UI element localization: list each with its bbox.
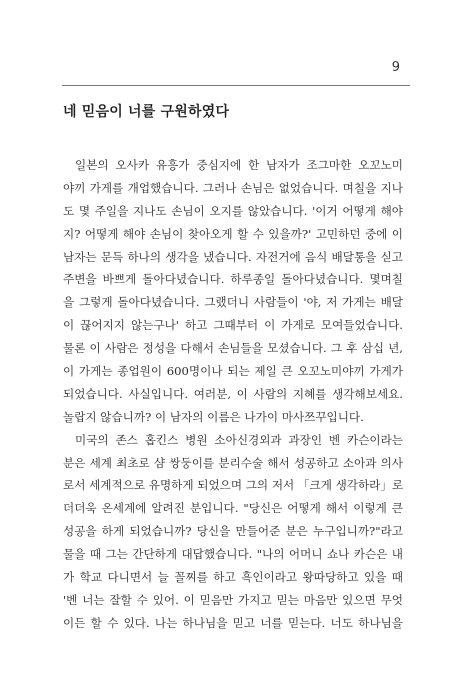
text-line: 가 학교 다니면서 늘 꼴찌를 하고 흑인이라고 왕따당하고 있을 때	[63, 570, 403, 585]
header-rule	[62, 85, 410, 86]
text-line: 이 가게는 종업원이 600명이나 되는 제일 큰 오꼬노미야끼 가게가	[63, 364, 403, 379]
text-line: 미국의 존스 홉킨스 병원 소아신경외과 과장인 벤 카슨이라는	[75, 432, 403, 447]
text-line: 분은 세계 최초로 샴 쌍둥이를 분리수술 해서 성공하고 소아과 의사	[63, 455, 403, 470]
chapter-title: 네 믿음이 너를 구원하였다	[63, 104, 230, 120]
text-line: 주변을 바쁘게 돌아다녔습니다. 하루종일 돌아다녔습니다. 몇며칠	[63, 272, 403, 287]
text-line: 이든 할 수 있다. 나는 하나님을 믿고 너를 믿는다. 너도 하나님을	[63, 615, 403, 630]
body-text	[63, 154, 403, 635]
text-line: 되었습니다. 사실입니다. 여러분, 이 사람의 지혜를 생각해보세요.	[63, 386, 403, 401]
text-line: 지? 어떻게 해야 손님이 찾아오게 할 수 있을까?' 고민하던 중에 이	[63, 226, 403, 241]
text-line: '벤 너는 잘할 수 있어. 이 믿음만 가지고 믿는 마음만 있으면 무엇	[63, 592, 403, 607]
text-line: 남자는 문득 하나의 생각을 냈습니다. 자전거에 음식 배달통을 싣고	[63, 249, 403, 264]
text-line: 일본의 오사카 유흥가 중심지에 한 남자가 조그마한 오꼬노미	[75, 158, 403, 172]
text-line: 성공을 하게 되었습니까? 당신을 만들어준 분은 누구입니까?"라고	[63, 524, 403, 539]
text-line: 물론 이 사람은 정성을 다해서 손님들을 모셨습니다. 그 후 삼십 년,	[63, 341, 403, 356]
page-number: 9	[391, 60, 400, 75]
text-line: 야끼 가게를 개업했습니다. 그러나 손님은 없었습니다. 며칠을 지나	[63, 180, 403, 195]
text-line: 도 몇 주일을 지나도 손님이 오지를 않았습니다. '이거 어떻게 해야	[63, 203, 403, 218]
text-line: 놀랍지 않습니까? 이 남자의 이름은 나가이 마사쯔꾸입니다.	[63, 409, 364, 424]
text-line: 이 끊어지지 않는구나' 하고 그때부터 이 가게로 모여들었습니다.	[63, 318, 403, 333]
text-line: 더더욱 온세계에 알려진 분입니다. "당신은 어떻게 해서 이렇게 큰	[63, 501, 403, 516]
text-line: 물을 때 그는 간단하게 대답했습니다. "나의 어머니 쇼나 카슨은 내	[63, 547, 403, 562]
text-line: 을 그렇게 돌아다녔습니다. 그랬더니 사람들이 '야, 저 가게는 배달	[63, 295, 403, 310]
text-line: 로서 세계적으로 유명하게 되었으며 그의 저서 「크게 생각하라」로	[63, 478, 403, 493]
